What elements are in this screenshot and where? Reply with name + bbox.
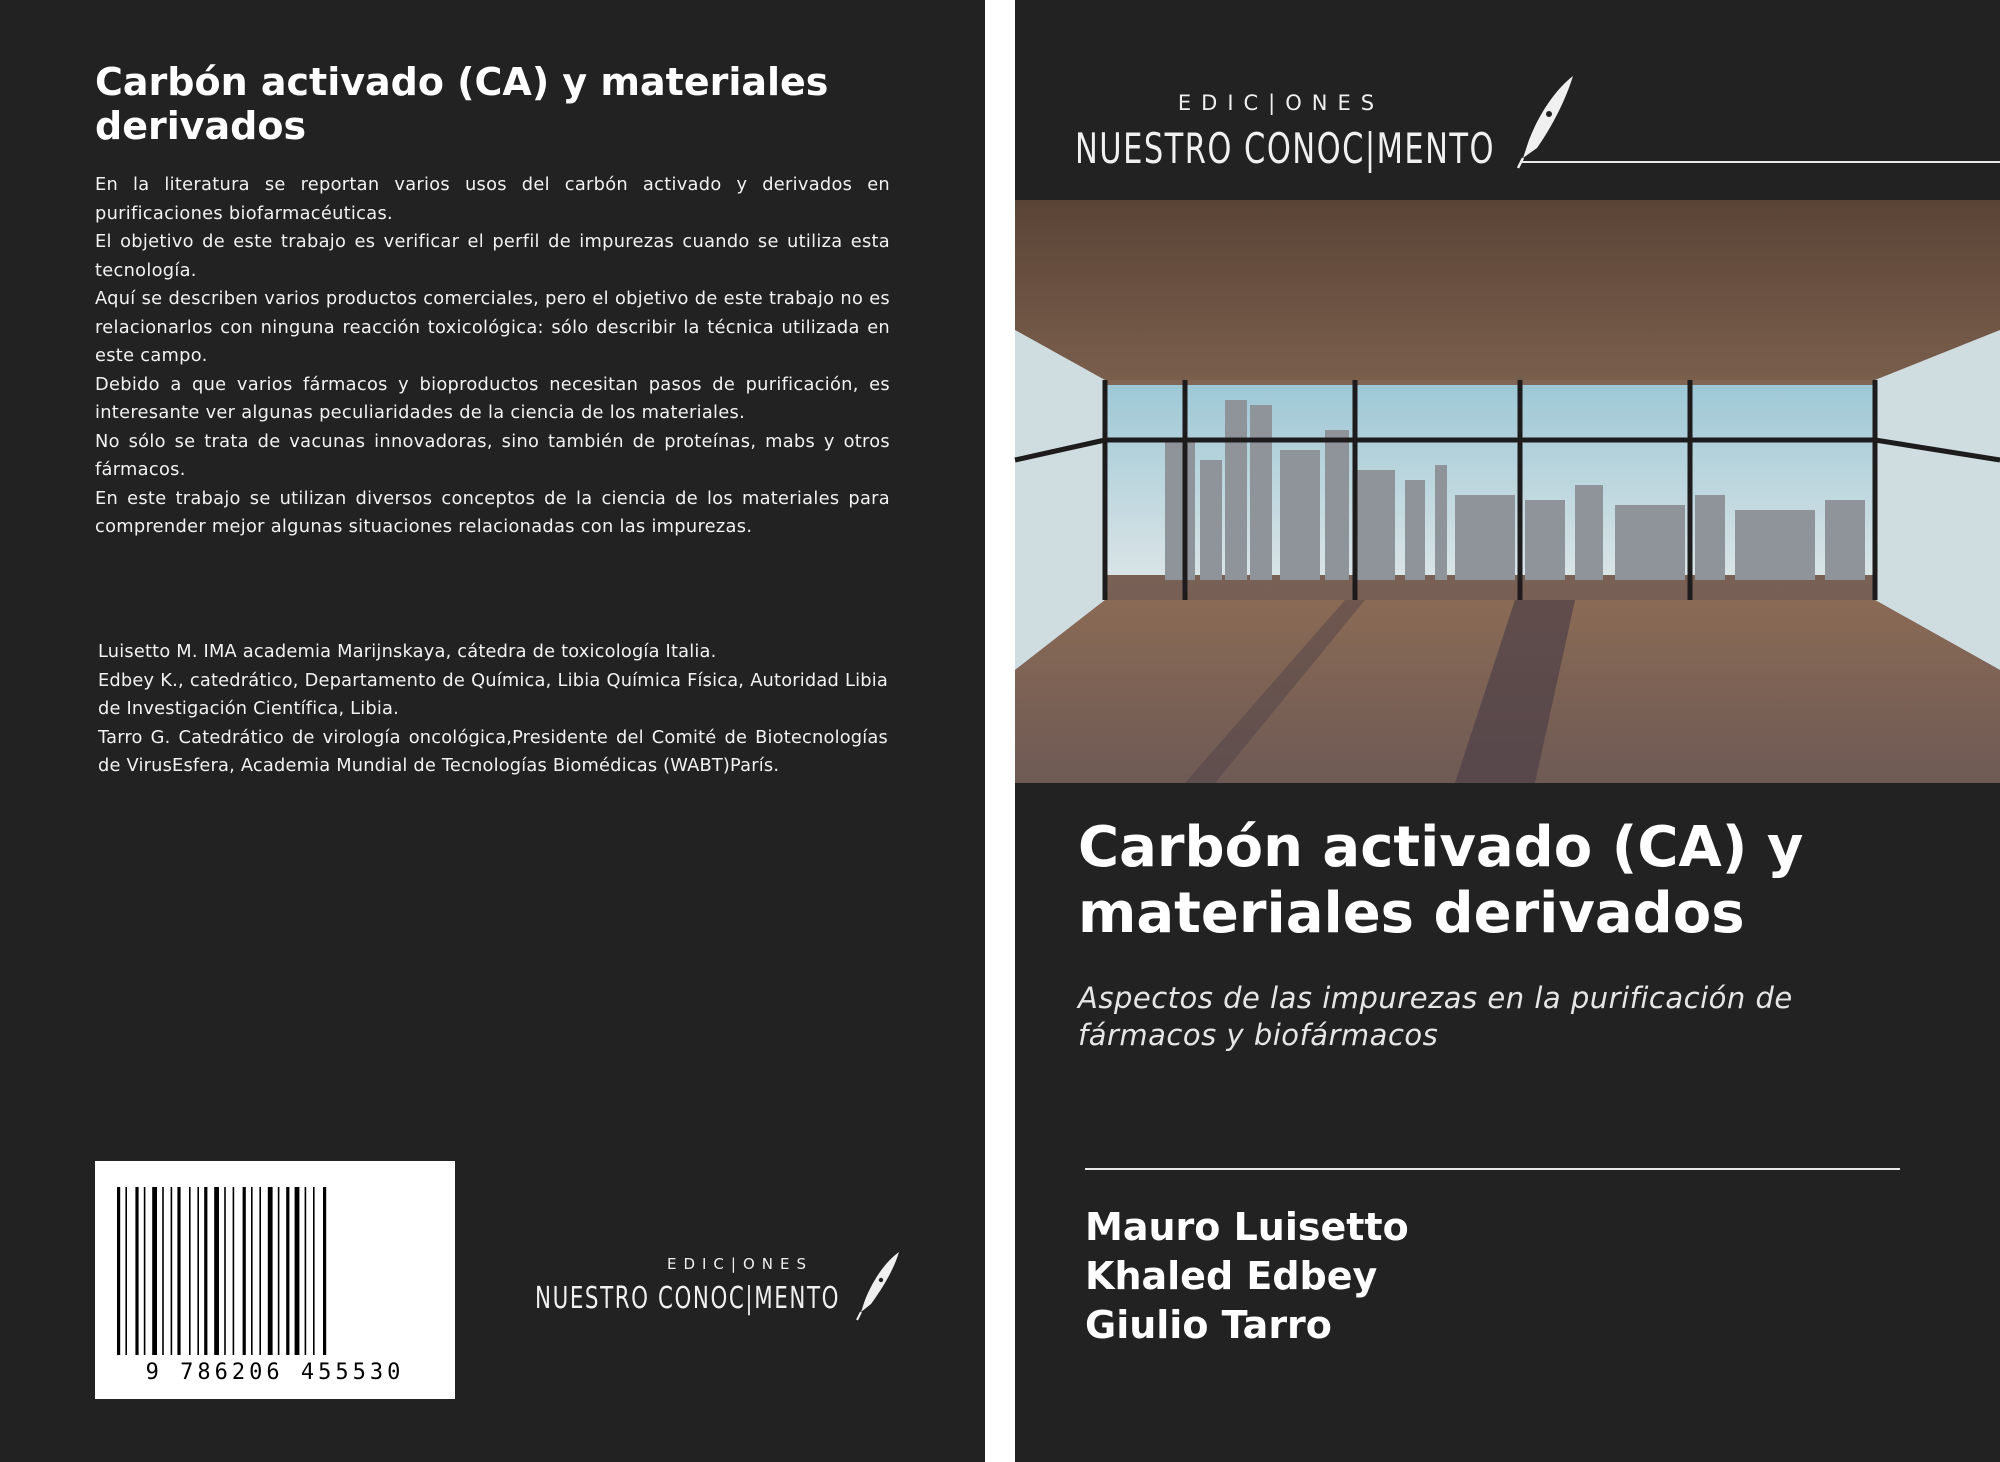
barcode-bar xyxy=(233,1187,235,1355)
publisher-line1: EDIC|ONES xyxy=(1177,91,1385,115)
isbn-barcode xyxy=(95,1161,455,1399)
barcode-bar xyxy=(214,1187,219,1355)
barcode-bar xyxy=(251,1187,253,1355)
barcode-bar xyxy=(295,1187,300,1355)
barcode-bar xyxy=(152,1187,157,1355)
barcode-bar xyxy=(197,1187,199,1355)
barcode-bar xyxy=(162,1187,164,1355)
publisher-line1: EDIC|ONES xyxy=(666,1255,814,1273)
publisher-line2: NUESTRO CONOC|MENTO xyxy=(535,1281,840,1316)
barcode-bar xyxy=(243,1187,246,1355)
fountain-pen-nib-icon xyxy=(857,1252,899,1320)
publisher-logo-front xyxy=(1075,70,1575,173)
barcode-bar xyxy=(117,1187,120,1355)
back-cover-description xyxy=(95,171,890,542)
back-cover-title: Carbón activado (CA) y materiales derivados xyxy=(95,60,829,148)
barcode-bar xyxy=(224,1187,226,1355)
author-bio: Tarro G. Catedrático de virología oncológica,Presidente del Comité de Biotecnologías de VirusEsfera, Academia Mundial de Tecnologías Biomédicas (WABT)París. xyxy=(98,726,888,776)
author-bio: Luisetto M. IMA academia Marijnskaya, cátedra de toxicología Italia. xyxy=(98,641,717,662)
barcode-bar xyxy=(259,1187,261,1355)
barcode-bar xyxy=(189,1187,191,1355)
barcode-bar xyxy=(323,1187,326,1355)
author-name: Khaled Edbey xyxy=(1085,1254,1378,1298)
front-cover-subtitle: Aspectos de las impurezas en la purificación de fármacos y biofármacos xyxy=(1078,981,1793,1052)
barcode-bar xyxy=(135,1187,138,1355)
description-paragraph: Aquí se describen varios productos comerciales, pero el objetivo de este trabajo no es relacionarlos con ninguna reacción toxicológica: sólo describir la técnica utilizada en este campo. xyxy=(95,288,890,366)
back-cover xyxy=(0,0,985,1462)
barcode-bar xyxy=(125,1187,127,1355)
description-paragraph: No sólo se trata de vacunas innovadoras, sino también de proteínas, mabs y otros fármacos. xyxy=(95,430,890,480)
barcode-bar xyxy=(305,1187,307,1355)
fountain-pen-nib-icon xyxy=(1518,76,1573,168)
description-paragraph: El objetivo de este trabajo es verificar el perfil de impurezas cuando se utiliza esta tecnología. xyxy=(95,231,890,281)
author-bios xyxy=(98,638,888,781)
barcode-bar xyxy=(286,1187,289,1355)
description-paragraph: En la literatura se reportan varios usos del carbón activado y derivados en purificaciones biofarmacéuticas. xyxy=(95,174,890,224)
front-cover-title: Carbón activado (CA) y materiales derivados xyxy=(1078,815,1804,946)
description-paragraph: Debido a que varios fármacos y bioproductos necesitan pasos de purificación, es interesante ver algunas peculiaridades de la ciencia de los materiales. xyxy=(95,373,890,423)
author-name: Giulio Tarro xyxy=(1085,1303,1332,1347)
barcode-bar xyxy=(278,1187,280,1355)
barcode-bar xyxy=(268,1187,273,1355)
front-cover-authors xyxy=(1085,1203,1409,1350)
barcode-bar xyxy=(204,1187,207,1355)
barcode-bar xyxy=(313,1187,315,1355)
isbn-digits: 9 786206 455530 xyxy=(145,1360,405,1385)
author-name: Mauro Luisetto xyxy=(1085,1205,1409,1249)
publisher-logo xyxy=(535,1250,905,1322)
barcode-bar xyxy=(177,1187,180,1355)
publisher-rule xyxy=(1520,161,2000,163)
barcode-bar xyxy=(144,1187,146,1355)
barcode-bar xyxy=(171,1187,173,1355)
title-separator xyxy=(1085,1168,1900,1170)
publisher-line2: NUESTRO CONOC|MENTO xyxy=(1075,124,1495,173)
description-paragraph: En este trabajo se utilizan diversos conceptos de la ciencia de los materiales para comprender mejor algunas situaciones relacionadas con las impurezas. xyxy=(95,487,890,537)
cover-photo xyxy=(1015,200,2000,783)
author-bio: Edbey K., catedrático, Departamento de Química, Libia Química Física, Autoridad Libia de Investigación Científica, Libia. xyxy=(98,669,888,719)
